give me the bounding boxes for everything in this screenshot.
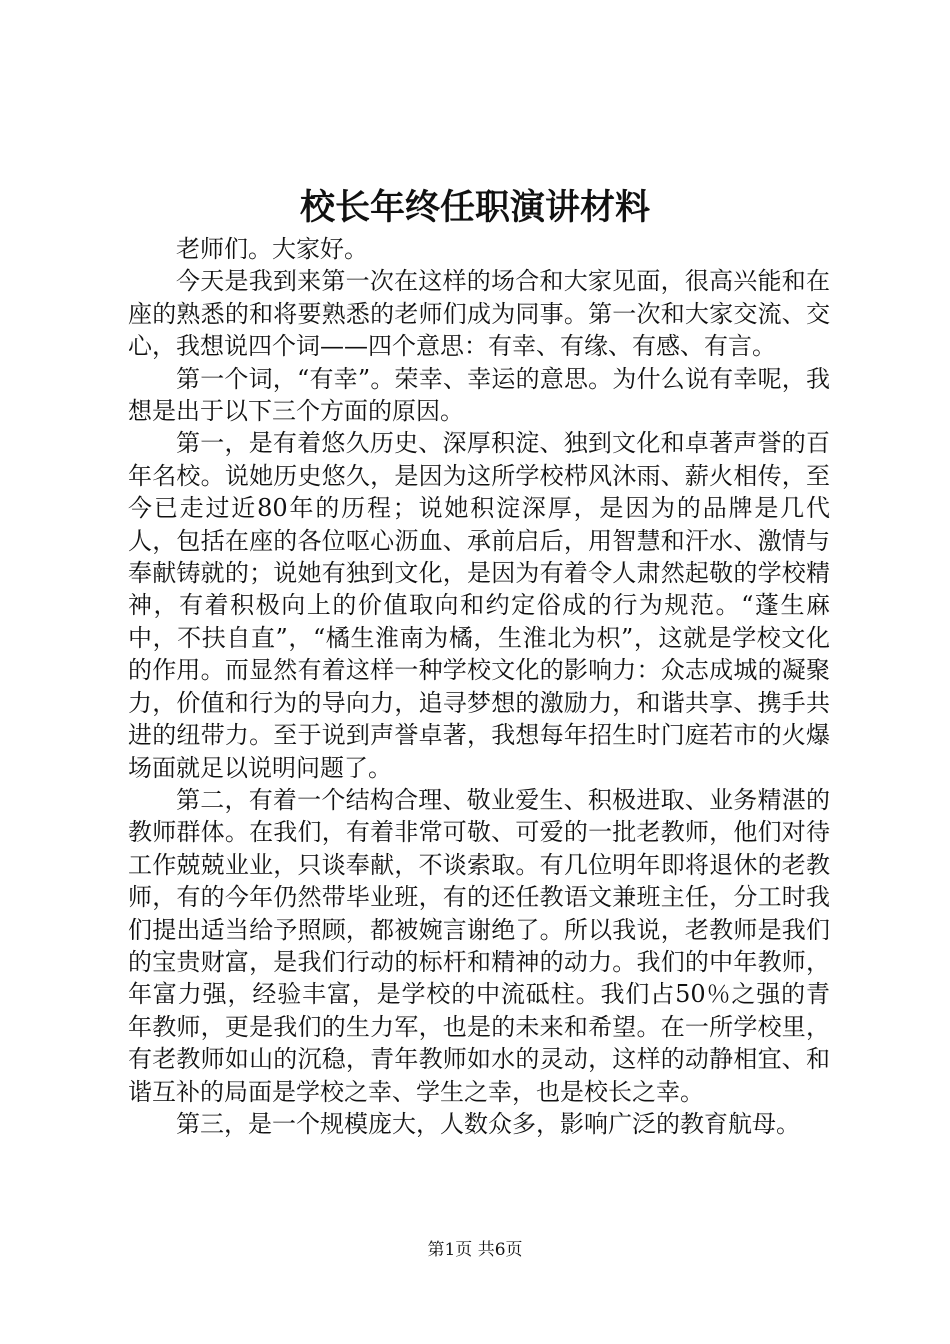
paragraph-reason-one: 第一，是有着悠久历史、深厚积淀、独到文化和卓著声誉的百年名校。说她历史悠久，是因为这所学校栉风沐雨、薪火相传，至今已走过近80年的历程；说她积淀深厚，是因为的品牌是几代人，包括在座的各位呕心沥血、承前启后，用智慧和汗水、激情与奉献铸就的；说她有独到文化，是因为有着令人肃然起敬的学校精神，有着积极向上的价值取向和约定俗成的行为规范。“蓬生麻中，不扶自直”，“橘生淮南为橘，生淮北为枳”，这就是学校文化的作用。而显然有着这样一种学校文化的影响力：众志成城的凝聚力，价值和行为的导向力，追寻梦想的激励力，和谐共享、携手共进的纽带力。至于说到声誉卓著，我想每年招生时门庭若市的火爆场面就足以说明问题了。 xyxy=(128,429,830,782)
page-footer: 第1页 共6页 xyxy=(427,1240,523,1260)
document-title: 校长年终任职演讲材料 xyxy=(299,187,650,228)
paragraph-reason-three: 第三，是一个规模庞大，人数众多，影响广泛的教育航母。 xyxy=(176,1109,800,1138)
paragraph-reason-two: 第二，有着一个结构合理、敬业爱生、积极进取、业务精湛的教师群体。在我们，有着非常可敬、可爱的一批老教师，他们对待工作兢兢业业，只谈奉献，不谈索取。有几位明年即将退休的老教师，有的今年仍然带毕业班，有的还任教语文兼班主任，分工时我们提出适当给予照顾，都被婉言谢绝了。所以我说，老教师是我们的宝贵财富，是我们行动的标杆和精神的动力。我们的中年教师，年富力强，经验丰富，是学校的中流砥柱。我们占50％之强的青年教师，更是我们的生力军，也是的未来和希望。在一所学校里，有老教师如山的沉稳，青年教师如水的灵动，这样的动静相宜、和谐互补的局面是学校之幸、学生之幸，也是校长之幸。 xyxy=(128,785,830,1106)
paragraph-greeting: 老师们。大家好。 xyxy=(176,235,368,263)
document-body xyxy=(128,233,830,1140)
paragraph-intro: 今天是我到来第一次在这样的场合和大家见面，很高兴能和在座的熟悉的和将要熟悉的老师们成为同事。第一次和大家交流、交心，我想说四个词——四个意思：有幸、有缘、有感、有言。 xyxy=(128,267,830,361)
paragraph-first-word: 第一个词，“有幸”。荣幸、幸运的意思。为什么说有幸呢，我想是出于以下三个方面的原因。 xyxy=(128,364,830,426)
